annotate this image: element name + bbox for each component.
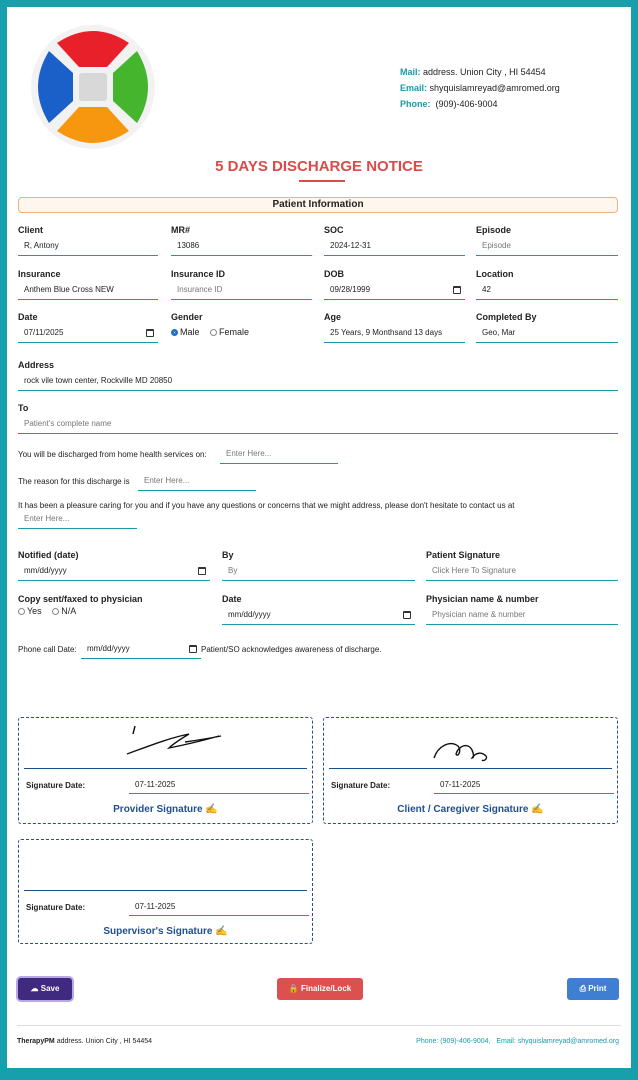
calendar-icon[interactable] (403, 611, 411, 619)
copy-na-label: N/A (61, 606, 77, 616)
copy-yes-radio[interactable] (18, 608, 25, 615)
reason-text: The reason for this discharge is (18, 477, 130, 486)
provider-signature-date-label: Signature Date: (26, 781, 86, 790)
soc-label: SOC (324, 225, 344, 235)
client-signature-box[interactable] (323, 717, 618, 824)
insurance-input[interactable]: Anthem Blue Cross NEW (18, 281, 158, 300)
phone-value: (909)-406-9004 (435, 99, 498, 109)
mr-field (171, 225, 312, 256)
copy-sent-label: Copy sent/faxed to physician (18, 594, 143, 604)
phone-call-input[interactable] (81, 640, 201, 659)
age-input[interactable]: 25 Years, 9 Monthsand 13 days (324, 324, 465, 343)
copy-yes-label: Yes (27, 606, 42, 616)
notified-input[interactable] (18, 562, 210, 581)
phone-call-field (81, 640, 201, 659)
copy-date-label: Date (222, 594, 242, 604)
copy-date-field (222, 594, 415, 625)
insurance-id-label: Insurance ID (171, 269, 226, 279)
lock-icon: 🔒 (288, 984, 299, 993)
gender-label: Gender (171, 312, 203, 322)
date-label: Date (18, 312, 38, 322)
pleasure-input[interactable]: Enter Here... (18, 510, 137, 529)
to-field (18, 403, 618, 434)
insurance-id-field (171, 269, 312, 300)
client-signature-caption (324, 804, 617, 815)
client-signature-date-input[interactable]: 07-11-2025 (434, 777, 614, 794)
copy-date-input[interactable] (222, 606, 415, 625)
provider-signature-line (24, 768, 307, 769)
print-button[interactable] (567, 978, 619, 1000)
client-field (18, 225, 158, 256)
date-value: 07/11/2025 (24, 328, 64, 337)
physician-label: Physician name & number (426, 594, 539, 604)
copy-date-value: mm/dd/yyyy (228, 610, 271, 619)
dob-label: DOB (324, 269, 344, 279)
copy-sent-field (18, 594, 210, 616)
gender-male-radio[interactable] (171, 329, 178, 336)
signature-icon: ✍ (215, 926, 228, 937)
header-contact (400, 64, 560, 112)
address-input[interactable]: rock vile town center, Rockville MD 20850 (18, 372, 618, 391)
mail-value: address. Union City , HI 54454 (423, 67, 546, 77)
soc-input[interactable]: 2024-12-31 (324, 237, 465, 256)
phone-call-label: Phone call Date: (18, 645, 77, 654)
physician-field (426, 594, 618, 625)
notified-field (18, 550, 210, 581)
mr-label: MR# (171, 225, 191, 235)
footer-email: Email: shyquislamreyad@amromed.org (496, 1038, 619, 1045)
discharged-field (220, 445, 338, 464)
print-label: Print (588, 984, 607, 993)
footer-phone: Phone: (909)-406-9004, (416, 1038, 491, 1045)
mail-label: Mail: (400, 67, 421, 77)
provider-signature-date-input[interactable]: 07-11-2025 (129, 777, 309, 794)
save-button[interactable] (18, 978, 72, 1000)
footer-brand: TherapyPM (17, 1038, 55, 1045)
email-label: Email: (400, 83, 428, 93)
patient-signature-label: Patient Signature (426, 550, 501, 560)
supervisor-signature-line (24, 890, 307, 891)
notified-value: mm/dd/yyyy (24, 566, 67, 575)
footer-divider (17, 1025, 621, 1026)
client-signature-caption-text: Client / Caregiver Signature (397, 804, 529, 815)
mr-input[interactable]: 13086 (171, 237, 312, 256)
location-label: Location (476, 269, 514, 279)
gender-field (171, 312, 312, 337)
ack-text: Patient/SO acknowledges awareness of discharge. (201, 645, 382, 654)
gender-female-radio[interactable] (210, 329, 217, 336)
by-input[interactable]: By (222, 562, 415, 581)
copy-na-radio[interactable] (52, 608, 59, 615)
insurance-id-input[interactable]: Insurance ID (171, 281, 312, 300)
pleasure-sentence (18, 501, 515, 510)
finalize-label: Finalize/Lock (300, 984, 352, 993)
episode-field (476, 225, 618, 256)
discharged-sentence (18, 450, 207, 459)
title-underline (299, 180, 345, 182)
save-label: Save (40, 984, 60, 993)
phone-call-value: mm/dd/yyyy (87, 644, 130, 653)
location-input[interactable]: 42 (476, 281, 618, 300)
gender-male-label: Male (180, 327, 200, 337)
location-field (476, 269, 618, 300)
client-signature-line (329, 768, 612, 769)
by-field (222, 550, 415, 581)
supervisor-signature-date-input[interactable]: 07-11-2025 (129, 899, 309, 916)
reason-field (138, 472, 256, 491)
notified-label: Notified (date) (18, 550, 79, 560)
insurance-field (18, 269, 158, 300)
age-label: Age (324, 312, 342, 322)
insurance-label: Insurance (18, 269, 61, 279)
pleasure-field (18, 510, 137, 529)
age-field (324, 312, 465, 343)
pleasure-text: It has been a pleasure caring for you and if you have any questions or concerns that we might address, please don't hesitate to contact us at (18, 501, 515, 510)
discharged-input[interactable]: Enter Here... (220, 445, 338, 464)
completed-by-input[interactable]: Geo, Mar (476, 324, 618, 343)
supervisor-signature-caption (19, 926, 312, 937)
footer-address-text: address. Union City , HI 54454 (56, 1038, 153, 1045)
calendar-icon[interactable] (146, 329, 154, 337)
client-signature-image (428, 732, 498, 764)
provider-signature-caption-text: Provider Signature (113, 804, 203, 815)
client-label: Client (18, 225, 44, 235)
reason-sentence (18, 477, 130, 486)
supervisor-signature-box[interactable] (18, 839, 313, 944)
page-title: 5 DAYS DISCHARGE NOTICE (215, 158, 423, 175)
form-sheet (7, 7, 631, 1068)
calendar-icon[interactable] (189, 645, 197, 653)
episode-label: Episode (476, 225, 512, 235)
footer-contact (416, 1038, 619, 1045)
provider-signature-image (119, 722, 229, 758)
email-value: shyquislamreyad@amromed.org (429, 83, 560, 93)
date-input[interactable] (18, 324, 158, 343)
footer-address (17, 1038, 152, 1045)
physician-input[interactable]: Physician name & number (426, 606, 618, 625)
phone-label: Phone: (400, 99, 431, 109)
supervisor-signature-date-label: Signature Date: (26, 903, 86, 912)
by-label: By (222, 550, 234, 560)
completed-by-field (476, 312, 618, 343)
address-field (18, 360, 618, 391)
date-field (18, 312, 158, 343)
gender-radios (171, 324, 312, 337)
patient-signature-field (426, 550, 618, 581)
calendar-icon[interactable] (198, 567, 206, 575)
cloud-icon: ☁ (30, 984, 39, 993)
dob-value: 09/28/1999 (330, 285, 371, 294)
copy-sent-radios (18, 606, 210, 616)
finalize-lock-button[interactable] (277, 978, 363, 1000)
supervisor-signature-caption-text: Supervisor's Signature (103, 926, 213, 937)
provider-signature-box[interactable] (18, 717, 313, 824)
episode-input[interactable]: Episode (476, 237, 618, 256)
signature-icon: ✍ (531, 804, 544, 815)
patient-signature-input[interactable]: Click Here To Signature (426, 562, 618, 581)
reason-input[interactable]: Enter Here... (138, 472, 256, 491)
to-input[interactable]: Patient's complete name (18, 415, 618, 434)
discharged-text: You will be discharged from home health services on: (18, 450, 207, 459)
address-label: Address (18, 360, 55, 370)
client-input[interactable]: R, Antony (18, 237, 158, 256)
completed-by-label: Completed By (476, 312, 537, 322)
to-label: To (18, 403, 29, 413)
calendar-icon[interactable] (453, 286, 461, 294)
signature-icon: ✍ (205, 804, 218, 815)
client-signature-date-label: Signature Date: (331, 781, 391, 790)
company-logo (27, 21, 159, 153)
provider-signature-caption (19, 804, 312, 815)
gender-female-label: Female (219, 327, 250, 337)
section-header: Patient Information (18, 197, 618, 213)
dob-input[interactable] (324, 281, 465, 300)
dob-field (324, 269, 465, 300)
print-icon: ⎙ (579, 984, 586, 993)
soc-field (324, 225, 465, 256)
